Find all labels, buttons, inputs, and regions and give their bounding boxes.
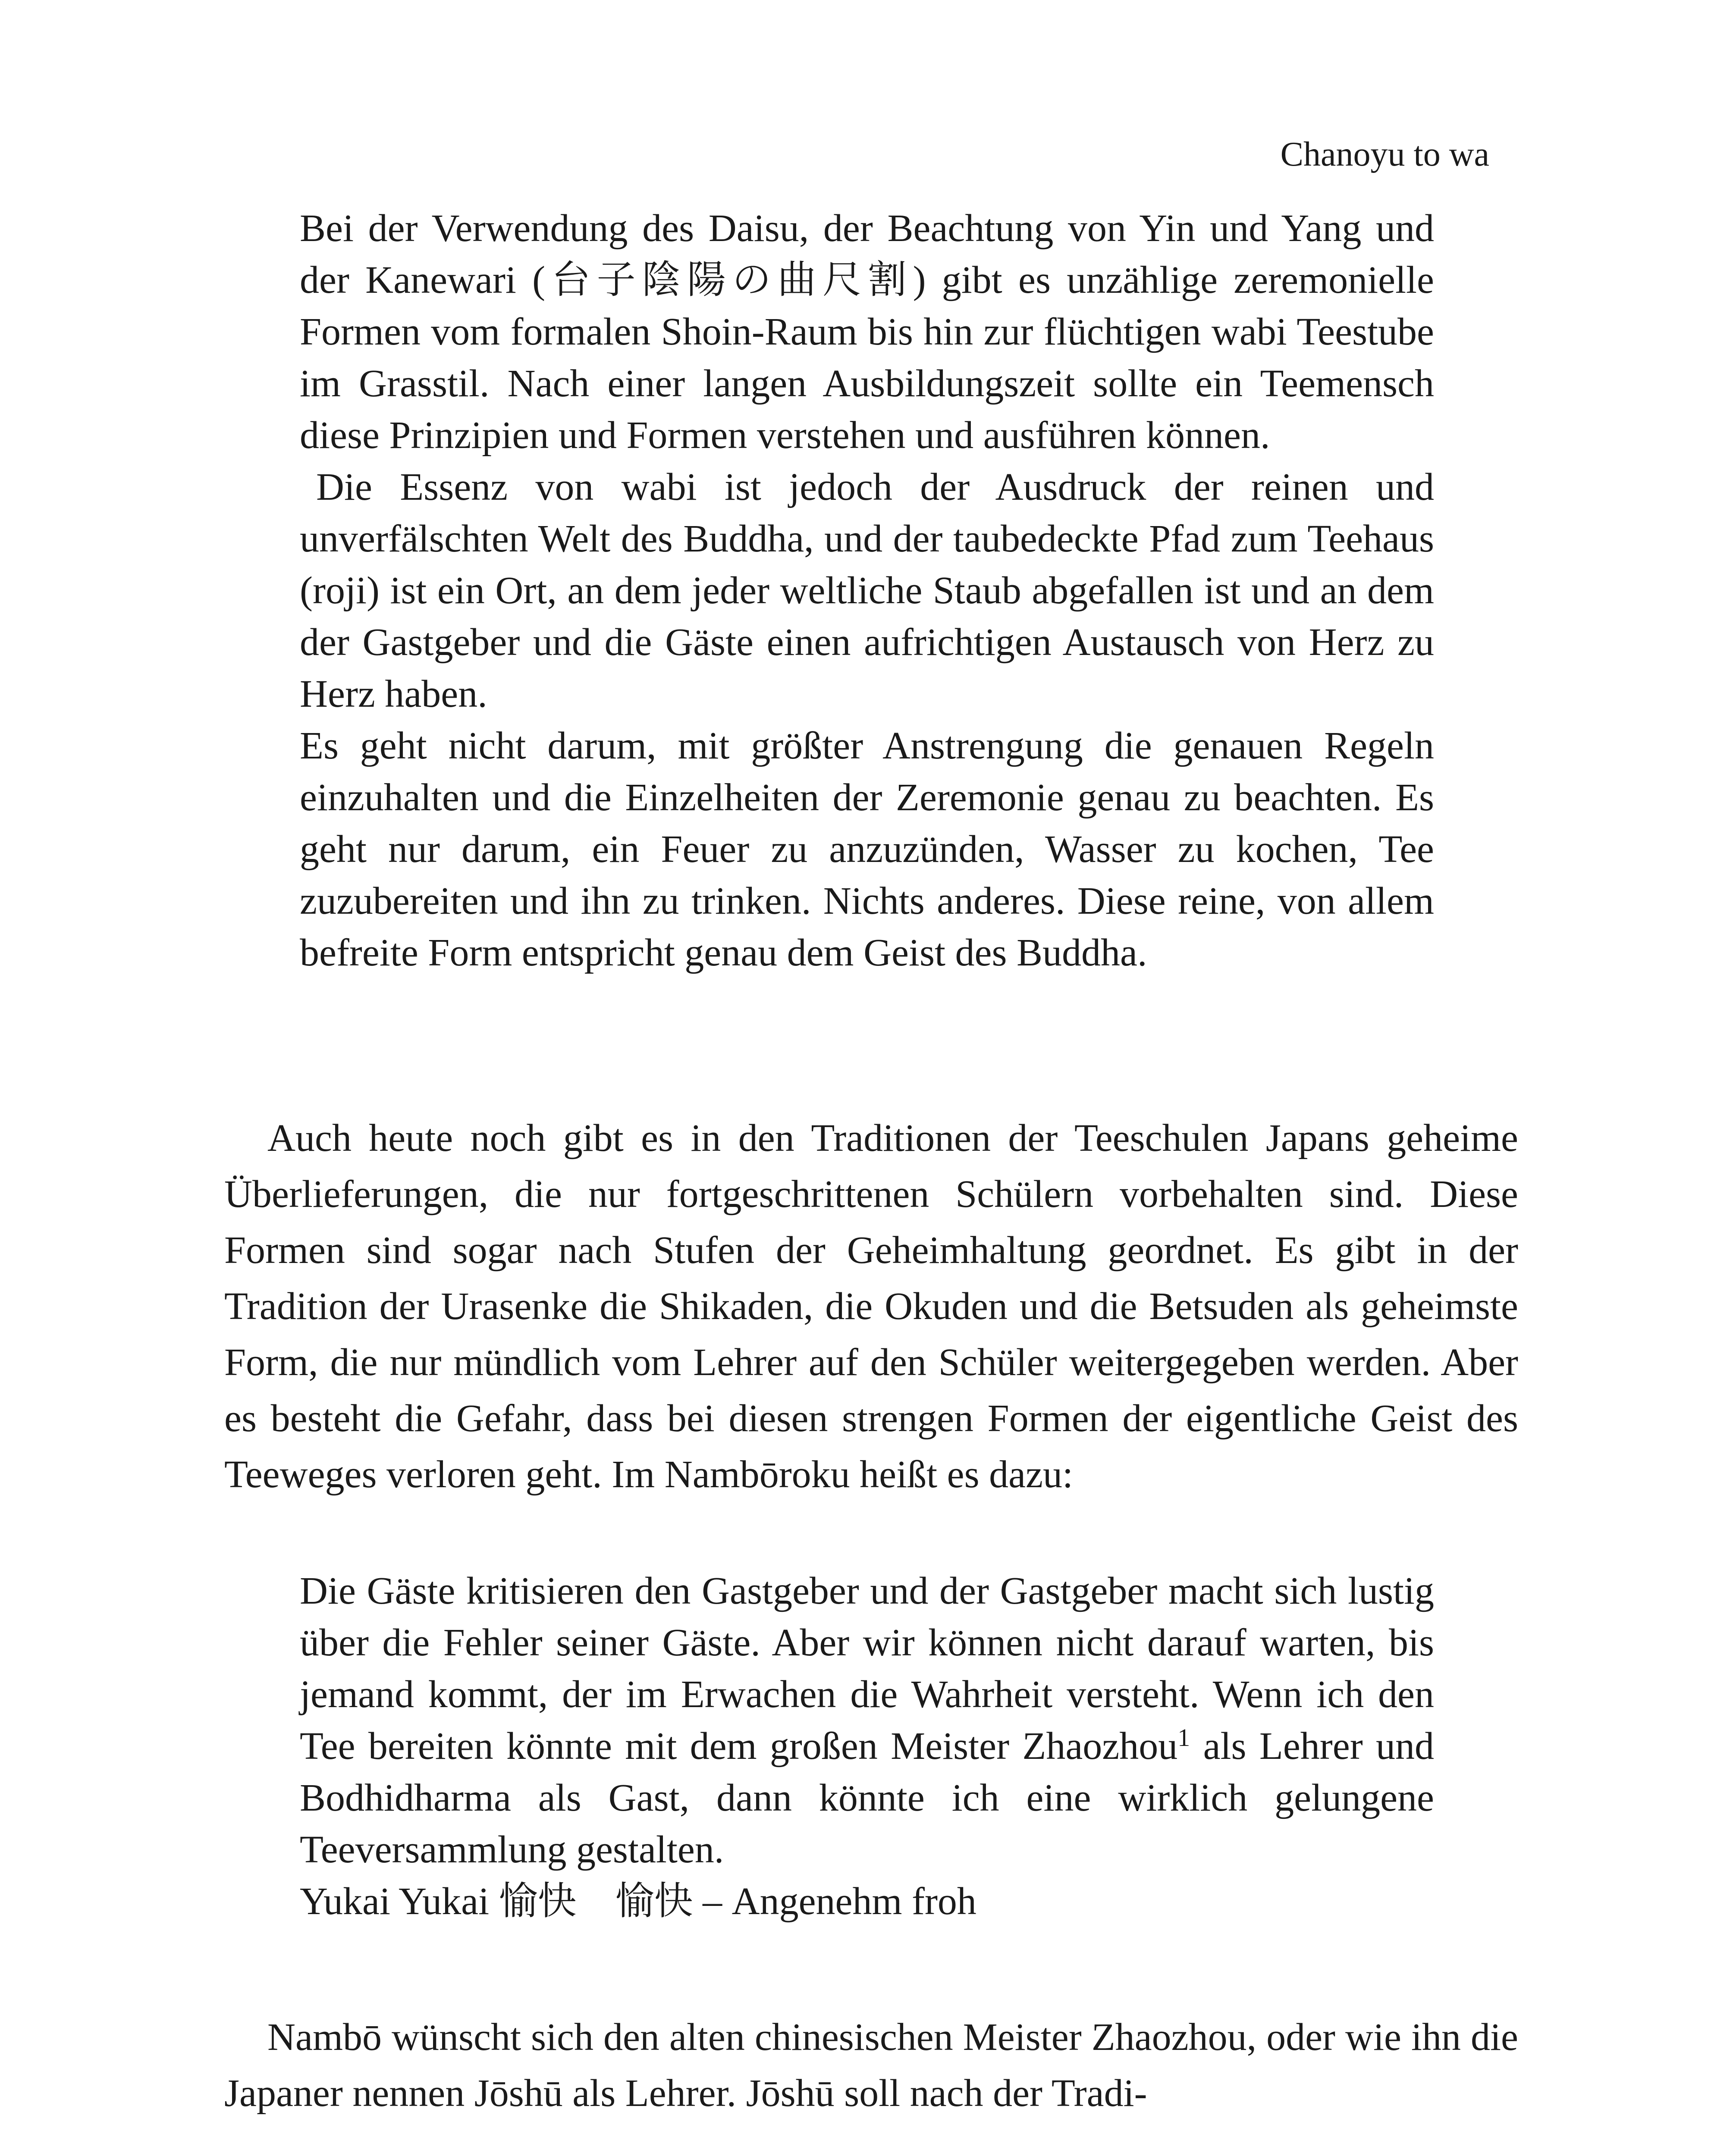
paragraph-text: Nambō wünscht sich den alten chinesischen Meister Zhaozhou, oder wie ihn die Japaner nennen Jōshū als Lehrer. Jōshū soll nach der Tradi- [224,2016,1518,2115]
quote-block-1 [300,203,1434,979]
quote-paragraph [300,1565,1434,1876]
quote-paragraph: Es geht nicht darum, mit größter Anstrengung die genauen Regeln einzuhalten und die Einzelheiten der Zeremonie genau zu beachten. Es geht nur darum, ein Feuer zu anzuzünden, Wasser zu kochen, Tee zuzubereiten und ihn zu trinken. Nichts anderes. Diese reine, von allem befreite Form entspricht genau dem Geist des Buddha. [300,724,1434,974]
paragraph-text: Auch heute noch gibt es in den Traditionen der Teeschulen Japans geheime Überlieferungen, die nur fortgeschrittenen Schülern vorbehalten sind. Diese Formen sind sogar nach Stufen der Geheimhaltung geordnet. Es gibt in der Tradition der Urasenke die Shikaden, die Okuden und die Betsuden als geheimste Form, die nur mündlich vom Lehrer auf den Schüler weitergegeben werden. Aber es besteht die Gefahr, dass bei diesen strengen Formen der eigentliche Geist des Teeweges verloren geht. Im Nambōroku heißt es dazu: [224,1117,1518,1496]
running-header: Chanoyu to wa [1280,135,1489,173]
body-paragraph-1 [224,1110,1518,1503]
quote-paragraph: Bei der Verwendung des Daisu, der Beachtung von Yin und Yang und der Kanewari (台子陰陽の曲尺割) gibt es unzählige zeremonielle Formen vom formalen Shoin-Raum bis hin zur flüchtigen wabi Teestube im Grasstil. Nach einer langen Ausbildungszeit sollte ein Teemensch diese Prinzipien und Formen verstehen und ausführen können. [300,207,1434,457]
quote-text: Die Gäste kritisieren den Gastgeber und der Gastgeber macht sich lustig über die Fehler seiner Gäste. Aber wir können nicht darauf warten, bis jemand kommt, der im Erwachen die Wahrheit versteht. Wenn ich den Tee bereiten könnte mit dem großen Meister Zhaozhou [300,1570,1434,1767]
footnote-reference[interactable]: 1 [1177,1724,1190,1752]
body-paragraph-2 [224,2009,1518,2122]
quote-text: als Lehrer und Bodhidharma als Gast, dann könnte ich eine wirklich gelungene Teeversammlung gestalten. [300,1725,1434,1871]
quote-paragraph: Die Essenz von wabi ist jedoch der Ausdruck der reinen und unverfälschten Welt des Buddha, und der taubedeckte Pfad zum Teehaus (roji) ist ein Ort, an dem jeder weltliche Staub abgefallen ist und an dem der Gastgeber und die Gäste einen aufrichtigen Austausch von Herz zu Herz haben. [300,466,1434,715]
quote-closing-line: Yukai Yukai 愉快 愉快 – Angenehm froh [300,1880,976,1923]
quote-block-2 [300,1565,1434,1927]
